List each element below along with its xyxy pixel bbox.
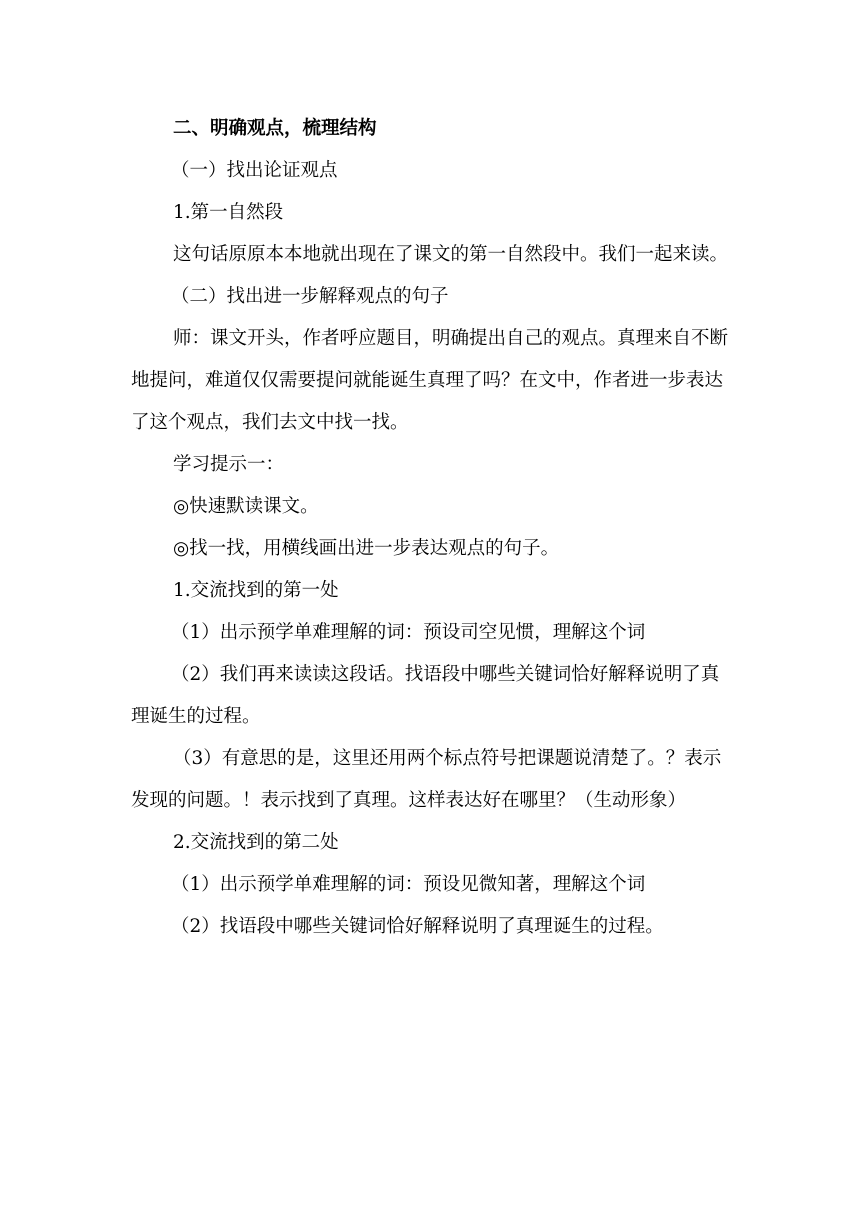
numbered-item-1: 1.第一自然段 bbox=[173, 202, 284, 223]
exchange-2-question-2: （2）找语段中哪些关键词恰好解释说明了真理诞生的过程。 bbox=[171, 916, 664, 937]
subsection-title-1: （一）找出论证观点 bbox=[171, 160, 338, 181]
document-body bbox=[131, 108, 731, 948]
paragraph-2: 师：课文开头，作者呼应题目，明确提出自己的观点。真理来自不断地提问，难道仅仅需要提问就能诞生真理了吗？在文中，作者进一步表达了这个观点，我们去文中找一找。 bbox=[131, 328, 729, 433]
tip-item-1: ◎快速默读课文。 bbox=[173, 496, 319, 517]
exchange-1-question-2: （2）我们再来读读这段话。找语段中哪些关键词恰好解释说明了真理诞生的过程。 bbox=[131, 664, 720, 727]
subsection-title-2: （二）找出进一步解释观点的句子 bbox=[171, 286, 449, 307]
exchange-1-question-1: （1）出示预学单难理解的词：预设司空见惯，理解这个词 bbox=[171, 622, 646, 643]
exchange-title-1: 1.交流找到的第一处 bbox=[173, 580, 339, 601]
exchange-2-question-1: （1）出示预学单难理解的词：预设见微知著，理解这个词 bbox=[171, 874, 646, 895]
paragraph-1: 这句话原原本本地就出现在了课文的第一自然段中。我们一起来读。 bbox=[173, 244, 729, 265]
exchange-1-question-3: （3）有意思的是，这里还用两个标点符号把课题说清楚了。？表示发现的问题。！表示找到了真理。这样表达好在哪里？（生动形象） bbox=[131, 748, 722, 811]
tip-title: 学习提示一： bbox=[173, 454, 285, 475]
section-heading: 二、明确观点，梳理结构 bbox=[173, 118, 377, 139]
tip-item-2: ◎找一找，用横线画出进一步表达观点的句子。 bbox=[173, 538, 560, 559]
exchange-title-2: 2.交流找到的第二处 bbox=[173, 832, 339, 853]
